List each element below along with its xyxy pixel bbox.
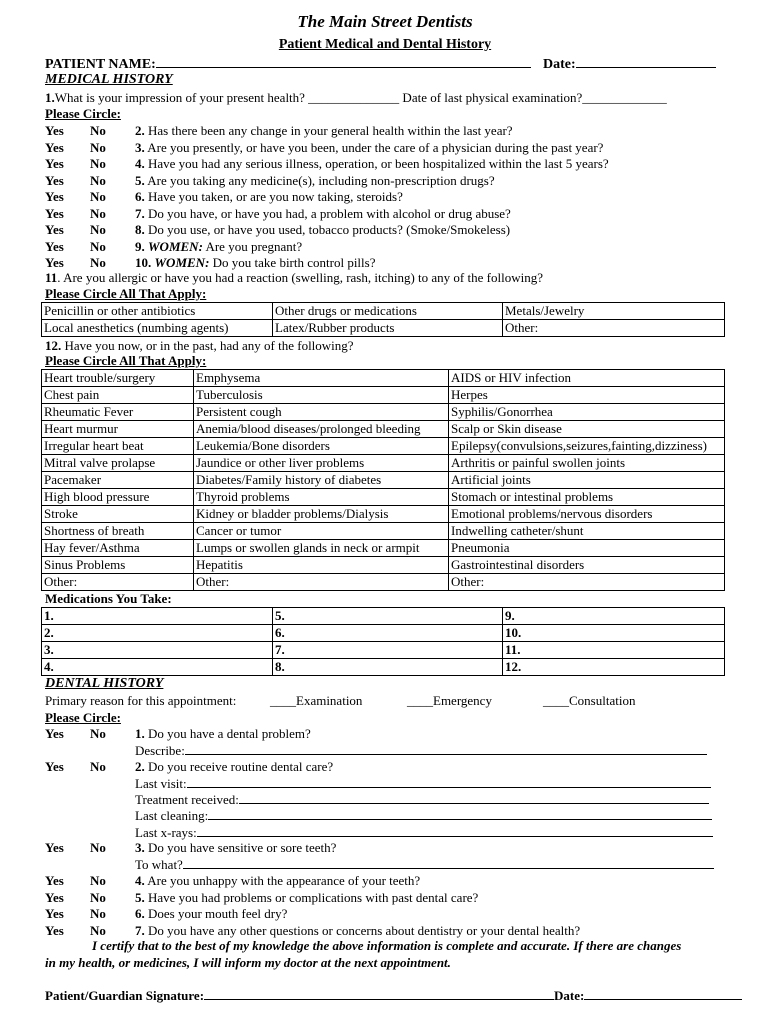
condition-row (42, 455, 725, 472)
no-option[interactable]: No (90, 906, 106, 921)
question-text-wrap (135, 255, 376, 271)
table-cell[interactable]: Scalp or Skin disease (449, 421, 725, 438)
question-text-wrap (135, 140, 603, 156)
yes-option[interactable]: Yes (45, 759, 64, 774)
table-cell[interactable]: Tuberculosis (194, 387, 449, 404)
dental-question-5-number: 5. (135, 889, 145, 905)
question-emphasis: WOMEN: (148, 238, 203, 254)
table-cell[interactable]: 7. (273, 642, 503, 659)
medication-row (42, 642, 725, 659)
table-cell[interactable]: 3. (42, 642, 273, 659)
dental-question-7-number: 7. (135, 922, 145, 938)
medications-table (41, 607, 725, 676)
table-cell[interactable]: Metals/Jewelry (503, 303, 725, 320)
yes-option[interactable]: Yes (45, 906, 64, 921)
condition-row (42, 404, 725, 421)
no-option[interactable]: No (90, 139, 106, 155)
table-cell[interactable]: Cancer or tumor (194, 523, 449, 540)
condition-row (42, 370, 725, 387)
to-what-row (135, 856, 714, 873)
last-cleaning-field[interactable] (208, 807, 712, 820)
table-cell[interactable]: Latex/Rubber products (273, 320, 503, 337)
certification-line-1: I certify that to the best of my knowledge the above information is complete and accurate. If there are changes (92, 938, 682, 953)
question-number: 4. (135, 156, 145, 171)
condition-row (42, 523, 725, 540)
question-number: 3. (135, 139, 145, 155)
no-option[interactable]: No (90, 156, 106, 171)
dental-question-6-text: Does your mouth feel dry? (148, 906, 288, 921)
question-1 (45, 90, 667, 106)
question-11 (45, 270, 543, 286)
question-text: Do you have, or have you had, a problem with alcohol or drug abuse? (148, 205, 511, 221)
condition-row (42, 387, 725, 404)
table-cell[interactable]: Herpes (449, 387, 725, 404)
dental-question-3-text: Do you have sensitive or sore teeth? (148, 840, 337, 855)
table-cell[interactable]: Heart trouble/surgery (42, 370, 194, 387)
table-cell[interactable]: Kidney or bladder problems/Dialysis (194, 506, 449, 523)
table-cell[interactable]: Local anesthetics (numbing agents) (42, 320, 273, 337)
last-cleaning-label: Last cleaning: (135, 808, 209, 823)
table-cell[interactable]: 5. (273, 608, 503, 625)
table-cell[interactable]: Heart murmur (42, 421, 194, 438)
question-text-wrap (135, 222, 510, 238)
question-number: 2. (135, 123, 145, 138)
yes-option[interactable]: Yes (45, 238, 64, 254)
patient-name-row (45, 55, 531, 73)
dental-question-2-text: Do you receive routine dental care? (148, 759, 334, 774)
table-cell[interactable]: Other drugs or medications (273, 303, 503, 320)
dental-history-heading: DENTAL HISTORY (45, 676, 164, 691)
table-cell[interactable]: Pacemaker (42, 472, 194, 489)
table-cell[interactable]: Other: (42, 574, 194, 591)
condition-row (42, 506, 725, 523)
circle-all-label-allergies: Please Circle All That Apply: (45, 286, 207, 301)
yes-option[interactable]: Yes (45, 139, 64, 155)
medication-row (42, 625, 725, 642)
table-cell[interactable]: Anemia/blood diseases/prolonged bleeding (194, 421, 449, 438)
table-cell[interactable]: Stomach or intestinal problems (449, 489, 725, 506)
question-text-wrap (135, 906, 287, 922)
question-text-wrap (135, 206, 511, 222)
dental-question-2-number: 2. (135, 759, 145, 774)
allergy-table (41, 302, 725, 337)
table-cell[interactable]: Other: (449, 574, 725, 591)
table-cell[interactable]: Rheumatic Fever (42, 404, 194, 421)
table-cell[interactable]: Gastrointestinal disorders (449, 557, 725, 574)
question-text-wrap (135, 123, 513, 139)
treatment-label: Treatment received: (135, 792, 239, 807)
dental-question-5-text: Have you had problems or complications with past dental care? (148, 889, 479, 905)
last-visit-row (135, 775, 711, 792)
signature-label: Patient/Guardian Signature: (45, 988, 205, 1003)
date-field[interactable] (576, 55, 716, 68)
dental-question-7-text: Do you have any other questions or concerns about dentistry or your dental health? (148, 922, 581, 938)
table-cell[interactable]: Stroke (42, 506, 194, 523)
question-12-number: 12. (45, 338, 62, 353)
table-cell[interactable]: 8. (273, 659, 503, 676)
table-cell[interactable]: Other: (503, 320, 725, 337)
medication-row (42, 608, 725, 625)
medical-history-heading: MEDICAL HISTORY (45, 72, 173, 87)
last-visit-label: Last visit: (135, 776, 187, 791)
table-cell[interactable]: Epilepsy(convulsions,seizures,fainting,dizziness) (449, 438, 725, 455)
table-cell[interactable]: 11. (503, 642, 725, 659)
condition-row (42, 557, 725, 574)
please-circle-label: Please Circle: (45, 106, 121, 121)
allergy-row (42, 320, 725, 337)
yes-option[interactable]: Yes (45, 889, 64, 905)
table-cell[interactable]: Arthritis or painful swollen joints (449, 455, 725, 472)
table-cell[interactable]: Other: (194, 574, 449, 591)
question-text-wrap (135, 923, 580, 939)
question-1-text: What is your impression of your present health? ______________ Date of last physical examination?_____________ (54, 90, 667, 105)
no-option[interactable]: No (90, 222, 106, 237)
dental-question-1-number: 1. (135, 726, 145, 741)
question-emphasis: WOMEN: (154, 255, 210, 270)
table-cell[interactable]: Mitral valve prolapse (42, 455, 194, 472)
condition-row (42, 574, 725, 591)
allergy-row (42, 303, 725, 320)
table-cell[interactable]: Shortness of breath (42, 523, 194, 540)
table-cell[interactable]: Hepatitis (194, 557, 449, 574)
table-cell[interactable]: Penicillin or other antibiotics (42, 303, 273, 320)
form-title: Patient Medical and Dental History (278, 37, 492, 52)
question-text-wrap (135, 890, 478, 906)
signature-date-label: Date: (554, 988, 585, 1003)
table-cell[interactable]: AIDS or HIV infection (449, 370, 725, 387)
yes-option[interactable]: Yes (45, 922, 64, 938)
certification-line-2: in my health, or medicines, I will inform my doctor at the next appointment. (45, 955, 451, 970)
yes-option[interactable]: Yes (45, 189, 64, 204)
medications-heading: Medications You Take: (45, 591, 172, 606)
question-text: Do you use, or have you used, tobacco products? (Smoke/Smokeless) (148, 222, 511, 237)
table-cell[interactable]: 12. (503, 659, 725, 676)
table-cell[interactable]: Thyroid problems (194, 489, 449, 506)
yes-option[interactable]: Yes (45, 840, 64, 855)
dental-question-1-text: Do you have a dental problem? (148, 726, 311, 741)
question-text-wrap (135, 873, 420, 889)
condition-row (42, 489, 725, 506)
no-option[interactable]: No (90, 123, 106, 138)
question-number: 5. (135, 172, 145, 188)
question-text: Have you had any serious illness, operation, or been hospitalized within the last 5 years? (148, 156, 609, 171)
no-option[interactable]: No (90, 889, 106, 905)
dental-please-circle-label: Please Circle: (45, 710, 121, 725)
question-text: Do you take birth control pills? (212, 255, 376, 270)
signature-field[interactable] (204, 987, 554, 1000)
reason-consultation[interactable]: ____Consultation (543, 693, 636, 708)
reason-emergency[interactable]: ____Emergency (407, 693, 492, 708)
yes-option[interactable]: Yes (45, 222, 64, 237)
question-number: 8. (135, 222, 145, 237)
conditions-table (41, 369, 725, 591)
practice-title: The Main Street Dentists (297, 12, 473, 31)
yes-option[interactable]: Yes (45, 205, 64, 221)
last-cleaning-row (135, 807, 712, 824)
table-cell[interactable]: Syphilis/Gonorrhea (449, 404, 725, 421)
dental-question-3-number: 3. (135, 840, 145, 855)
dental-question-4-text: Are you unhappy with the appearance of your teeth? (147, 873, 421, 888)
table-cell[interactable]: Indwelling catheter/shunt (449, 523, 725, 540)
question-text-wrap (135, 173, 495, 189)
yes-option[interactable]: Yes (45, 873, 64, 888)
date-row (543, 55, 716, 73)
table-cell[interactable]: Jaundice or other liver problems (194, 455, 449, 472)
treatment-row (135, 791, 709, 808)
question-number: 7. (135, 205, 145, 221)
table-cell[interactable]: 6. (273, 625, 503, 642)
dental-question-6-number: 6. (135, 906, 145, 921)
question-number: 10. (135, 255, 152, 270)
table-cell[interactable]: 2. (42, 625, 273, 642)
table-cell[interactable]: Emphysema (194, 370, 449, 387)
signature-date-field[interactable] (584, 987, 742, 1000)
no-option[interactable]: No (90, 205, 106, 221)
last-xrays-field[interactable] (197, 824, 713, 837)
question-12 (45, 338, 354, 354)
condition-row (42, 540, 725, 557)
no-option[interactable]: No (90, 759, 106, 774)
no-option[interactable]: No (90, 922, 106, 938)
yes-option[interactable]: Yes (45, 726, 64, 741)
reason-label: Primary reason for this appointment: (45, 693, 237, 708)
table-cell[interactable]: 9. (503, 608, 725, 625)
no-option[interactable]: No (90, 238, 106, 254)
table-cell[interactable]: Chest pain (42, 387, 194, 404)
last-xrays-label: Last x-rays: (135, 825, 197, 840)
yes-option[interactable]: Yes (45, 172, 64, 188)
no-option[interactable]: No (90, 840, 106, 855)
reason-examination[interactable]: ____Examination (270, 693, 363, 708)
question-text-wrap (135, 239, 302, 255)
table-cell[interactable]: Irregular heart beat (42, 438, 194, 455)
table-cell[interactable]: Pneumonia (449, 540, 725, 557)
question-11-text: . Are you allergic or have you had a reaction (swelling, rash, itching) to any of the following? (57, 270, 543, 285)
table-cell[interactable]: Diabetes/Family history of diabetes (194, 472, 449, 489)
question-text: Are you pregnant? (205, 238, 303, 254)
signature-row (45, 987, 742, 1004)
no-option[interactable]: No (90, 873, 106, 888)
table-cell[interactable]: Leukemia/Bone disorders (194, 438, 449, 455)
patient-name-label: PATIENT NAME: (45, 57, 156, 72)
table-cell[interactable]: Lumps or swollen glands in neck or armpit (194, 540, 449, 557)
question-11-number: 11 (45, 270, 58, 285)
condition-row (42, 438, 725, 455)
question-text: Has there been any change in your general health within the last year? (148, 123, 513, 138)
medication-row (42, 659, 725, 676)
yes-option[interactable]: Yes (45, 123, 64, 138)
last-visit-field[interactable] (187, 775, 711, 788)
date-label: Date: (543, 57, 576, 72)
describe-field[interactable] (185, 742, 707, 755)
dental-question-4-number: 4. (135, 873, 145, 888)
question-text-wrap (135, 189, 403, 205)
to-what-label: To what? (135, 857, 183, 872)
table-cell[interactable]: Sinus Problems (42, 557, 194, 574)
yes-option[interactable]: Yes (45, 156, 64, 171)
question-1-number: 1. (45, 90, 55, 105)
table-cell[interactable]: Persistent cough (194, 404, 449, 421)
no-option[interactable]: No (90, 189, 106, 204)
circle-all-label-conditions: Please Circle All That Apply: (45, 353, 207, 368)
table-cell[interactable]: 10. (503, 625, 725, 642)
question-number: 6. (135, 189, 145, 204)
table-cell[interactable]: Hay fever/Asthma (42, 540, 194, 557)
yes-option[interactable]: Yes (45, 255, 64, 270)
question-12-text: Have you now, or in the past, had any of the following? (64, 338, 354, 353)
no-option[interactable]: No (90, 726, 106, 741)
last-xrays-row (135, 824, 713, 841)
treatment-field[interactable] (239, 791, 709, 804)
table-cell[interactable]: High blood pressure (42, 489, 194, 506)
question-text-wrap (135, 156, 609, 172)
condition-row (42, 421, 725, 438)
no-option[interactable]: No (90, 255, 106, 270)
describe-row (135, 742, 707, 759)
question-text: Are you taking any medicine(s), including non-prescription drugs? (147, 172, 495, 188)
table-cell[interactable]: Emotional problems/nervous disorders (449, 506, 725, 523)
question-text: Are you presently, or have you been, under the care of a physician during the past year? (147, 139, 604, 155)
question-number: 9. (135, 238, 145, 254)
patient-name-field[interactable] (156, 55, 531, 68)
to-what-field[interactable] (183, 856, 714, 869)
question-text: Have you taken, or are you now taking, steroids? (148, 189, 403, 204)
no-option[interactable]: No (90, 172, 106, 188)
table-cell[interactable]: 1. (42, 608, 273, 625)
table-cell[interactable]: Artificial joints (449, 472, 725, 489)
condition-row (42, 472, 725, 489)
describe-label: Describe: (135, 743, 185, 758)
table-cell[interactable]: 4. (42, 659, 273, 676)
